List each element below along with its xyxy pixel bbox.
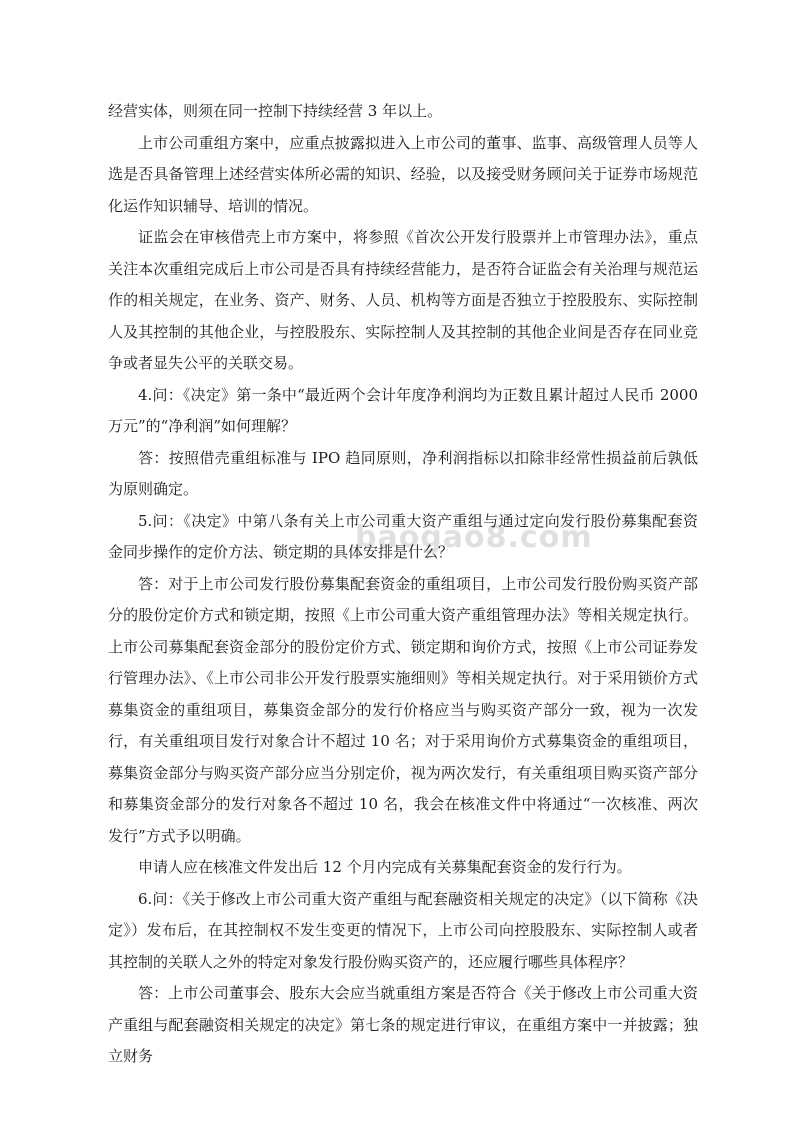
watermark: baogao8.com [355, 520, 593, 555]
question-5: 5.问：《决定》中第八条有关上市公司重大资产重组与通过定向发行股份募集配套资金同步操作的定价方法、锁定期的具体安排是什么？ [108, 511, 698, 561]
question-4: 4.问：《决定》第一条中“最近两个会计年度净利润均为正数且累计超过人民币 2000 万元”的“净利润”如何理解？ [108, 385, 698, 435]
paragraph: 证监会在审核借壳上市方案中，将参照《首次公开发行股票并上市管理办法》，重点关注本次重组完成后上市公司是否具有持续经营能力，是否符合证监会有关治理与规范运作的相关规定，在业务、资产、财务、人员、机构等方面是否独立于控股股东、实际控制人及其控制的其他企业，与控股股东、实际控制人及其控制的其他企业间是否存在同业竞争或者显失公平的关联交易。 [108, 228, 698, 372]
paragraph: 申请人应在核准文件发出后 12 个月内完成有关募集配套资金的发行行为。 [138, 858, 632, 876]
question-6: 6.问：《关于修改上市公司重大资产重组与配套融资相关规定的决定》（以下简称《决定》）发布后，在其控制权不发生变更的情况下，上市公司向控股股东、实际控制人或者其控制的关联人之外的特定对象发行股份购买资产的，还应履行哪些具体程序？ [108, 889, 698, 971]
answer-5: 答：对于上市公司发行股份募集配套资金的重组项目，上市公司发行股份购买资产部分的股份定价方式和锁定期，按照《上市公司重大资产重组管理办法》等相关规定执行。上市公司募集配套资金部分的股份定价方式、锁定期和询价方式，按照《上市公司证券发行管理办法》、《上市公司非公开发行股票实施细则》等相关规定执行。对于采用锁价方式募集资金的重组项目，募集资金部分的发行价格应当与购买资产部分一致，视为一次发行，有关重组项目发行对象合计不超过 10 名；对于采用询价方式募集资金的重组项目，募集资金部分与购买资产部分应当分别定价，视为两次发行，有关重组项目购买资产部分和募集资金部分的发行对象各不超过 10 名，我会在核准文件中将通过“一次核准、两次发行”方式予以明确。 [108, 574, 698, 845]
document-body [108, 96, 698, 1073]
answer-6: 答：上市公司董事会、股东大会应当就重组方案是否符合《关于修改上市公司重大资产重组与配套融资相关规定的决定》第七条的规定进行审议，在重组方案中一并披露；独立财务 [108, 984, 698, 1065]
answer-4: 答：按照借壳重组标准与 IPO 趋同原则，净利润指标以扣除非经常性损益前后孰低为原则确定。 [108, 448, 698, 498]
paragraph: 经营实体，则须在同一控制下持续经营 3 年以上。 [108, 102, 443, 120]
paragraph: 上市公司重组方案中，应重点披露拟进入上市公司的董事、监事、高级管理人员等人选是否具备管理上述经营实体所必需的知识、经验，以及接受财务顾问关于证券市场规范化运作知识辅导、培训的情况。 [108, 133, 698, 215]
